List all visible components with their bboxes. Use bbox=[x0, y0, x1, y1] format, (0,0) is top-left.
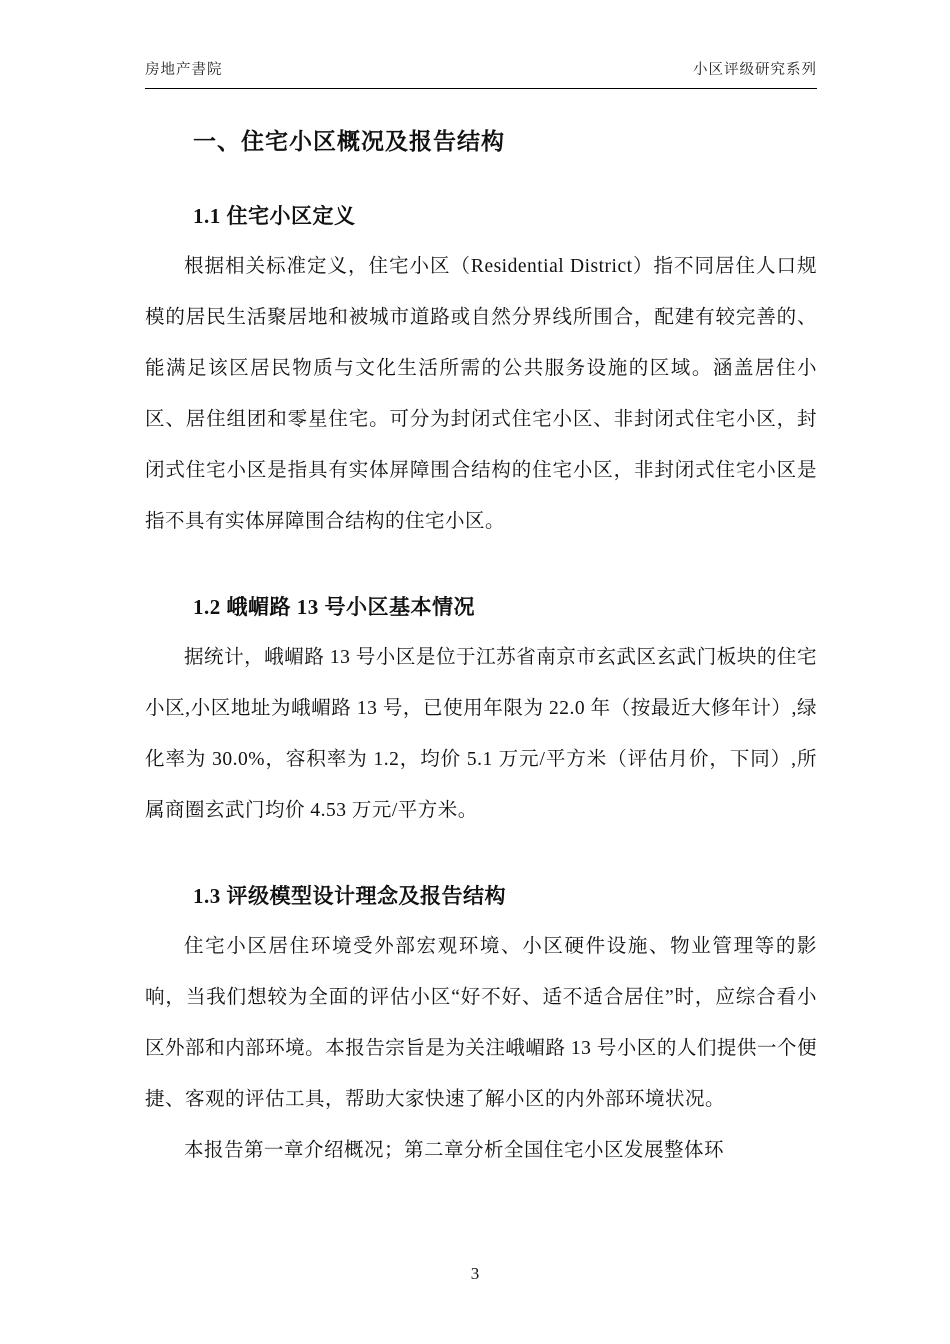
section-heading-1-3: 1.3 评级模型设计理念及报告结构 bbox=[193, 884, 506, 908]
header-left-text: 房地产書院 bbox=[145, 62, 223, 78]
header-right-text: 小区评级研究系列 bbox=[693, 62, 817, 78]
page-header bbox=[145, 58, 817, 89]
page-number: 3 bbox=[470, 1264, 480, 1283]
paragraph-definition: 根据相关标准定义，住宅小区（Residential District）指不同居住人口规模的居民生活聚居地和被城市道路或自然分界线所围合，配建有较完善的、能满足该区居民物质与文化生活所需的公共服务设施的区域。涵盖居住小区、居住组团和零星住宅。可分为封闭式住宅小区、非封闭式住宅小区，封闭式住宅小区是指具有实体屏障围合结构的住宅小区，非封闭式住宅小区是指不具有实体屏障围合结构的住宅小区。 bbox=[145, 256, 817, 532]
paragraph-basic-info: 据统计，峨嵋路 13 号小区是位于江苏省南京市玄武区玄武门板块的住宅小区,小区地址为峨嵋路 13 号，已使用年限为 22.0 年（按最近大修年计）,绿化率为 30.0%，容积率为 1.2，均价 5.1 万元/平方米（评估月价，下同）,所属商圈玄武门均价 4.53 万元/平方米。 bbox=[145, 647, 817, 821]
paragraph-model-design: 住宅小区居住环境受外部宏观环境、小区硬件设施、物业管理等的影响，当我们想较为全面的评估小区“好不好、适不适合居住”时，应综合看小区外部和内部环境。本报告宗旨是为关注峨嵋路 13 号小区的人们提供一个便捷、客观的评估工具，帮助大家快速了解小区的内外部环境状况。 bbox=[145, 936, 817, 1110]
section-heading-1-2: 1.2 峨嵋路 13 号小区基本情况 bbox=[193, 595, 475, 619]
chapter-title: 一、住宅小区概况及报告结构 bbox=[193, 129, 505, 154]
paragraph-report-structure: 本报告第一章介绍概况；第二章分析全国住宅小区发展整体环 bbox=[184, 1140, 725, 1161]
section-heading-1-1: 1.1 住宅小区定义 bbox=[193, 204, 356, 228]
